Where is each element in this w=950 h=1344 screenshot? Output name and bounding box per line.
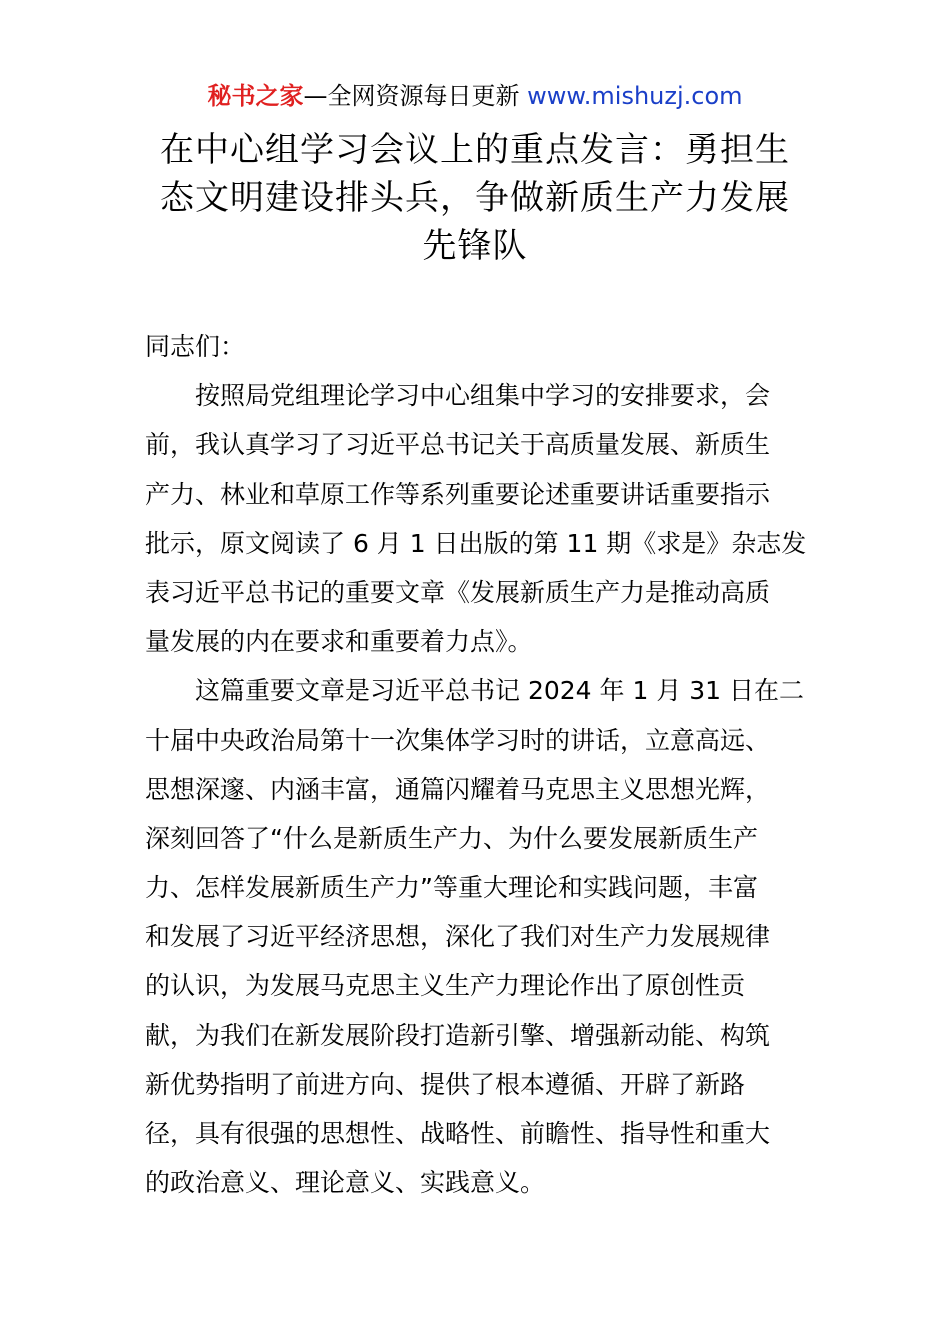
paragraph-line: 力、怎样发展新质生产力”等重大理论和实践问题，丰富	[145, 873, 758, 903]
paragraph-line: 十届中央政治局第十一次集体学习时的讲话，立意高远、	[145, 725, 771, 755]
title-line: 先锋队	[422, 226, 528, 266]
title-line: 在中心组学习会议上的重点发言：勇担生	[160, 130, 790, 170]
paragraph-1	[145, 371, 815, 666]
site-link[interactable]: www.mishuzj.com	[527, 82, 743, 110]
document-title	[140, 126, 810, 270]
paragraph-line: 批示，原文阅读了 6 月 1 日出版的第 11 期《求是》杂志发	[145, 528, 807, 558]
paragraph-line: 产力、林业和草原工作等系列重要论述重要讲话重要指示	[145, 479, 771, 509]
salutation: 同志们：	[145, 332, 246, 361]
paragraph-line: 献，为我们在新发展阶段打造新引擎、增强新动能、构筑	[145, 1020, 771, 1050]
paragraph-line: 的认识，为发展马克思主义生产力理论作出了原创性贡	[145, 971, 746, 1001]
paragraph-2	[145, 666, 815, 1207]
paragraph-line: 和发展了习近平经济思想，深化了我们对生产力发展规律	[145, 922, 771, 952]
paragraph-line: 量发展的内在要求和重要着力点》。	[145, 627, 533, 657]
brand-name: 秘书之家	[207, 82, 304, 110]
paragraph-line: 深刻回答了“什么是新质生产力、为什么要发展新质生产	[145, 823, 758, 853]
document-body	[145, 322, 815, 1207]
site-header	[0, 79, 950, 113]
paragraph-line: 表习近平总书记的重要文章《发展新质生产力是推动高质	[145, 577, 771, 607]
paragraph-line: 径，具有很强的思想性、战略性、前瞻性、指导性和重大	[145, 1119, 771, 1148]
paragraph-line: 按照局党组理论学习中心组集中学习的安排要求，会	[195, 381, 771, 411]
header-tagline: —全网资源每日更新	[303, 82, 520, 110]
paragraph-line: 新优势指明了前进方向、提供了根本遵循、开辟了新路	[145, 1069, 746, 1099]
paragraph-line: 思想深邃、内涵丰富，通篇闪耀着马克思主义思想光辉，	[145, 774, 771, 804]
paragraph-line: 这篇重要文章是习近平总书记 2024 年 1 月 31 日在二	[195, 676, 805, 706]
title-line: 态文明建设排头兵，争做新质生产力发展	[160, 178, 790, 218]
paragraph-line: 前，我认真学习了习近平总书记关于高质量发展、新质生	[145, 430, 771, 460]
paragraph-line: 的政治意义、理论意义、实践意义。	[145, 1168, 546, 1198]
